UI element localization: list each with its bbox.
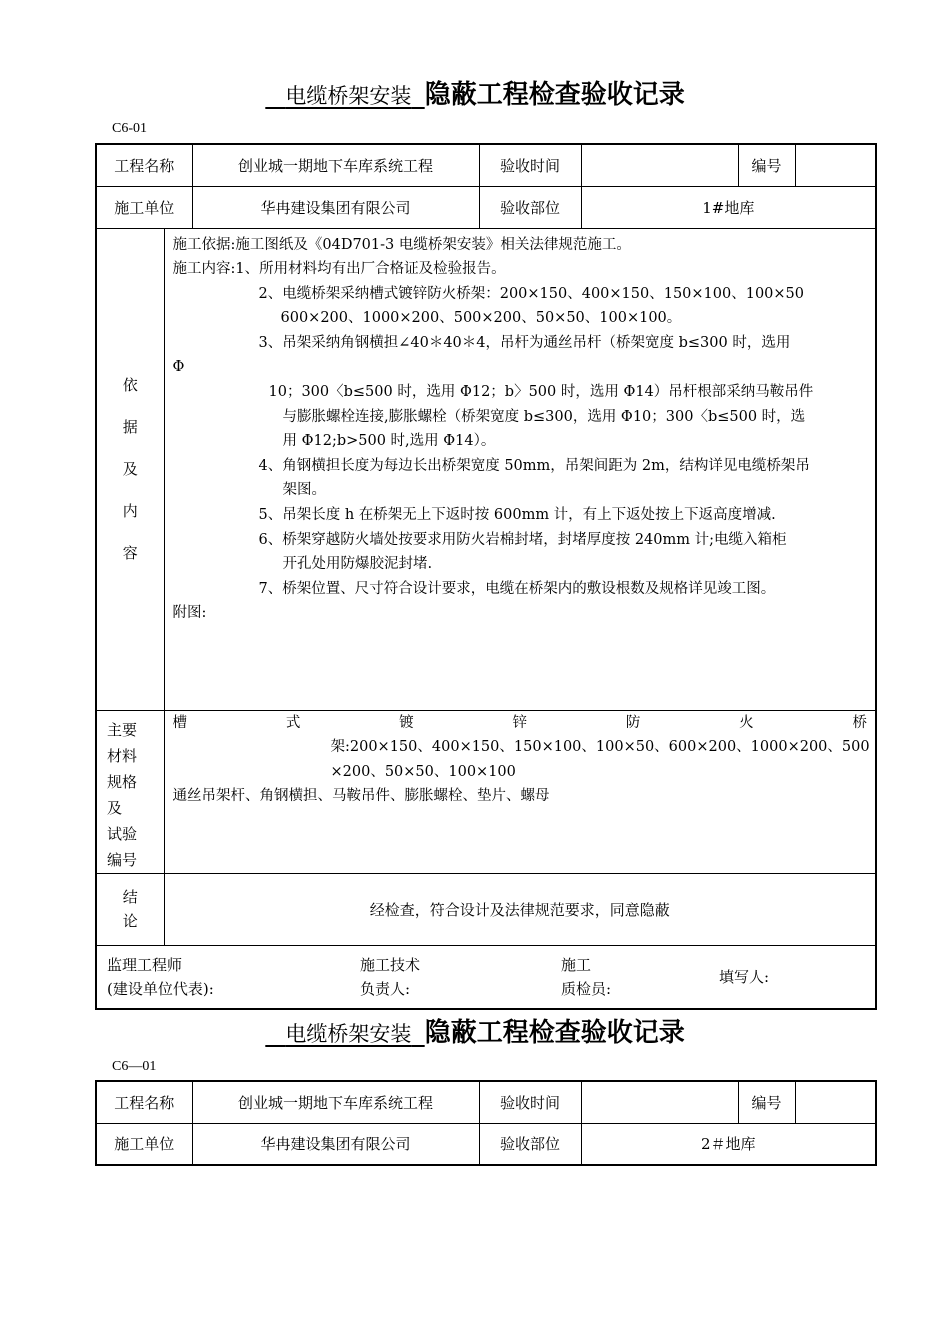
record-2-code: C6—01 bbox=[112, 1059, 157, 1074]
conclusion-label-char: 论 bbox=[122, 912, 138, 930]
construction-unit-value: 华冉建设集团有限公司 bbox=[192, 1123, 479, 1165]
project-name-label: 工程名称 bbox=[96, 1081, 192, 1123]
conclusion-label bbox=[96, 873, 164, 945]
materials-label bbox=[96, 710, 164, 873]
project-name-label: 工程名称 bbox=[96, 144, 192, 186]
record-1-form bbox=[95, 143, 877, 1010]
supervisor-label-line2: (建设单位代表): bbox=[107, 979, 214, 998]
record-1-title bbox=[0, 74, 950, 111]
materials-char: 防 bbox=[625, 714, 641, 731]
record-2-title-underlined: 电缆桥架安装 bbox=[285, 1022, 412, 1046]
record-2-title bbox=[0, 1012, 950, 1049]
materials-line-2: 架:200×150、400×150、150×100、100×50、600×200、1000×200、500 bbox=[330, 739, 870, 756]
record-1-title-bold: 隐蔽工程检查验收记录 bbox=[424, 80, 685, 110]
qc-label-line1: 施工 bbox=[561, 955, 592, 974]
materials-body bbox=[164, 710, 876, 873]
construction-unit-label: 施工单位 bbox=[96, 1123, 192, 1165]
materials-label-line: 主要 bbox=[107, 720, 138, 739]
tech-lead-label-line2: 负责人: bbox=[360, 979, 411, 998]
acceptance-time-value bbox=[581, 1081, 738, 1123]
tech-lead-label-line1: 施工技术 bbox=[360, 955, 421, 974]
basis-line: 7、桥架位置、尺寸符合设计要求，电缆在桥架内的敷设根数及规格详见竣工图。 bbox=[258, 580, 776, 597]
basis-line: 3、吊架采纳角钢横担∠40＊40＊4，吊杆为通丝吊杆（桥架宽度 b≤300 时，选用 bbox=[258, 334, 791, 351]
materials-char: 桥 bbox=[852, 714, 867, 731]
conclusion-label-char: 结 bbox=[122, 888, 138, 906]
basis-line: 与膨胀螺栓连接,膨胀螺栓（桥架宽度 b≤300，选用 Φ10；300〈b≤500 时，选 bbox=[282, 408, 806, 425]
basis-line: 2、电缆桥架采纳槽式镀锌防火桥架：200×150、400×150、150×100、100×50 bbox=[258, 285, 805, 302]
materials-label-line: 编号 bbox=[107, 850, 138, 869]
basis-line: 600×200、1000×200、500×200、50×50、100×100。 bbox=[280, 310, 682, 327]
project-name-value: 创业城一期地下车库系统工程 bbox=[192, 144, 479, 186]
basis-label-char: 据 bbox=[122, 418, 138, 436]
basis-label-char: 及 bbox=[122, 460, 138, 478]
serial-number-value bbox=[795, 1081, 876, 1123]
basis-line: 10；300〈b≤500 时，选用 Φ12；b〉500 时，选用 Φ14）吊杆根部采纳马鞍吊件 bbox=[268, 384, 814, 401]
acceptance-time-label: 验收时间 bbox=[479, 1081, 581, 1123]
materials-label-line: 试验 bbox=[107, 824, 138, 843]
materials-label-line: 材料 bbox=[107, 746, 138, 765]
construction-unit-label: 施工单位 bbox=[96, 186, 192, 228]
acceptance-part-label: 验收部位 bbox=[479, 1123, 581, 1165]
serial-number-value bbox=[795, 144, 876, 186]
basis-line: Φ bbox=[172, 359, 185, 376]
supervisor-signature bbox=[97, 953, 360, 1001]
acceptance-part-label: 验收部位 bbox=[479, 186, 581, 228]
serial-number-label: 编号 bbox=[738, 1081, 795, 1123]
signature-row bbox=[96, 945, 876, 1009]
acceptance-time-value bbox=[581, 144, 738, 186]
materials-char: 式 bbox=[285, 714, 301, 731]
acceptance-part-value: 2＃地库 bbox=[581, 1123, 876, 1165]
qc-signature bbox=[561, 953, 719, 1001]
basis-line: 4、角钢横担长度为每边长出桥架宽度 50mm，吊架间距为 2m，结构详见电缆桥架吊 bbox=[258, 457, 810, 474]
basis-line: 施工内容:1、所用材料均有出厂合格证及检验报告。 bbox=[172, 261, 506, 278]
project-name-value: 创业城一期地下车库系统工程 bbox=[192, 1081, 479, 1123]
materials-char: 锌 bbox=[512, 714, 527, 731]
record-2-form bbox=[95, 1080, 877, 1166]
materials-char: 槽 bbox=[172, 714, 187, 731]
basis-line: 架图。 bbox=[282, 482, 326, 499]
basis-line: 6、桥架穿越防火墙处按要求用防火岩棉封堵，封堵厚度按 240mm 计;电缆入箱柜 bbox=[258, 531, 787, 548]
basis-label-char: 内 bbox=[122, 502, 138, 520]
materials-line-1 bbox=[173, 711, 868, 736]
construction-unit-value: 华冉建设集团有限公司 bbox=[192, 186, 479, 228]
filler-signature: 填写人: bbox=[719, 967, 770, 986]
acceptance-time-label: 验收时间 bbox=[479, 144, 581, 186]
materials-label-line: 规格 bbox=[107, 772, 138, 791]
basis-line: 用 Φ12;b>500 时,选用 Φ14）。 bbox=[282, 433, 496, 450]
materials-char: 镀 bbox=[399, 714, 414, 731]
basis-content-label bbox=[96, 228, 164, 710]
basis-line: 5、吊架长度 h 在桥架无上下返时按 600mm 计，有上下返处按上下返高度增减. bbox=[258, 507, 776, 524]
basis-line: 附图: bbox=[172, 605, 207, 622]
conclusion-text: 经检查，符合设计及法律规范要求，同意隐蔽 bbox=[164, 873, 876, 945]
basis-label-char: 依 bbox=[122, 376, 138, 394]
basis-line: 开孔处用防爆胶泥封堵. bbox=[282, 556, 433, 573]
basis-label-char: 容 bbox=[122, 544, 138, 562]
basis-content-body bbox=[164, 228, 876, 710]
record-1-code: C6-01 bbox=[112, 121, 147, 136]
materials-line-3: ×200、50×50、100×100 bbox=[330, 763, 516, 780]
acceptance-part-value: 1#地库 bbox=[581, 186, 876, 228]
materials-label-line: 及 bbox=[107, 798, 123, 817]
record-2-title-bold: 隐蔽工程检查验收记录 bbox=[424, 1018, 685, 1048]
supervisor-label-line1: 监理工程师 bbox=[107, 955, 183, 974]
serial-number-label: 编号 bbox=[738, 144, 795, 186]
qc-label-line2: 质检员: bbox=[561, 979, 612, 998]
basis-line: 施工依据:施工图纸及《04D701-3 电缆桥架安装》相关法律规范施工。 bbox=[172, 236, 631, 253]
record-1-title-underlined: 电缆桥架安装 bbox=[285, 84, 412, 108]
materials-line-4: 通丝吊架杆、角钢横担、马鞍吊件、膨胀螺栓、垫片、螺母 bbox=[172, 788, 550, 805]
tech-lead-signature bbox=[360, 953, 561, 1001]
materials-char: 火 bbox=[739, 714, 754, 731]
